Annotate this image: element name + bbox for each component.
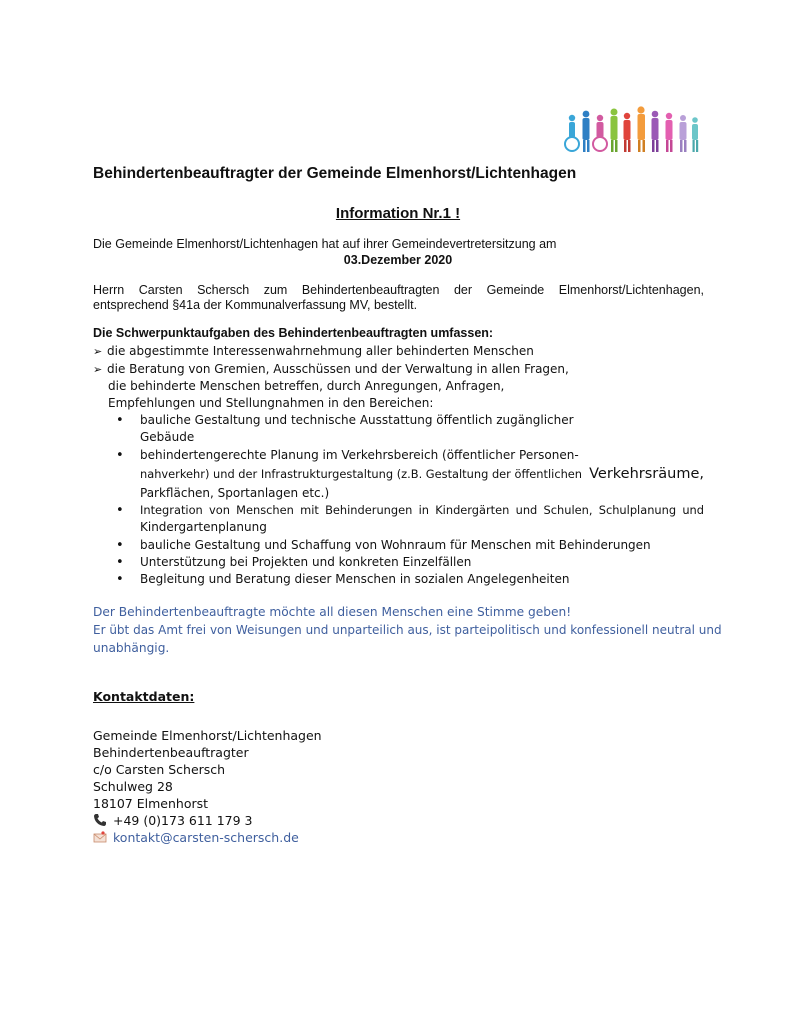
envelope-icon xyxy=(93,830,107,844)
meeting-date: 03.Dezember 2020 xyxy=(343,253,453,267)
appointment-line-1: Herrn Carsten Schersch zum Behindertenbeauftragten der Gemeinde Elmenhorst/Lichtenhagen, xyxy=(93,283,704,297)
intro-line: Die Gemeinde Elmenhorst/Lichtenhagen hat auf ihrer Gemeindevertretersitzung am xyxy=(93,237,557,251)
bullet-text: bauliche Gestaltung und Schaffung von Wohnraum für Menschen mit Behinderungen xyxy=(140,538,651,552)
list-item-continuation: Empfehlungen und Stellungnahmen in den Bereichen: xyxy=(108,396,434,410)
contact-role: Behindertenbeauftragter xyxy=(93,745,249,760)
person-figure xyxy=(624,113,631,152)
arrow-bullet-icon: ➢ xyxy=(93,363,103,376)
bullet-icon: • xyxy=(116,448,124,463)
info-heading: Information Nr.1 ! xyxy=(335,205,461,222)
bullet-text xyxy=(140,466,704,482)
person-figure xyxy=(666,113,673,152)
person-figure xyxy=(593,115,607,151)
list-item xyxy=(93,362,569,376)
appointment-line-2: entsprechend §41a der Kommunalverfassung MV, bestellt. xyxy=(93,298,418,312)
bullet-text: Parkflächen, Sportanlagen etc.) xyxy=(140,486,330,500)
bullet-icon: • xyxy=(116,572,124,587)
bullet-icon: • xyxy=(116,413,124,428)
statement-line: Der Behindertenbeauftragte möchte all diesen Menschen eine Stimme geben! xyxy=(93,605,572,619)
person-figure xyxy=(680,115,687,152)
phone-icon xyxy=(93,813,107,827)
contact-email-row[interactable] xyxy=(93,830,299,845)
bullet-text: Integration von Menschen mit Behinderungen in Kindergärten und Schulen, Schulplanung und xyxy=(140,503,704,517)
contact-co: c/o Carsten Schersch xyxy=(93,762,226,777)
bullet-icon: • xyxy=(116,555,124,570)
bullet-icon: • xyxy=(116,503,124,518)
contact-city: 18107 Elmenhorst xyxy=(93,796,209,811)
person-figure xyxy=(692,117,698,152)
statement-line: unabhängig. xyxy=(93,641,170,655)
contact-email-link[interactable]: kontakt@carsten-schersch.de xyxy=(113,830,299,845)
list-item xyxy=(93,344,534,358)
bullet-icon: • xyxy=(116,538,124,553)
bullet-text: Kindergartenplanung xyxy=(140,520,267,534)
bullet-text-part: Verkehrsräume, xyxy=(589,466,704,482)
people-group-logo xyxy=(562,104,702,156)
contact-phone-row xyxy=(93,813,253,828)
contact-heading: Kontaktdaten: xyxy=(93,689,195,704)
tasks-heading: Die Schwerpunktaufgaben des Behindertenbeauftragten umfassen: xyxy=(93,326,494,340)
bullet-text: Gebäude xyxy=(140,430,195,444)
bullet-text-part: nahverkehr) und der Infrastrukturgestaltung (z.B. Gestaltung der öffentlichen xyxy=(140,467,583,481)
contact-phone: +49 (0)173 611 179 3 xyxy=(113,813,253,828)
bullet-text: Unterstützung bei Projekten und konkreten Einzelfällen xyxy=(140,555,472,569)
contact-street: Schulweg 28 xyxy=(93,779,173,794)
bullet-text: Begleitung und Beratung dieser Menschen in sozialen Angelegenheiten xyxy=(140,572,570,586)
arrow-bullet-icon: ➢ xyxy=(93,345,103,358)
contact-org: Gemeinde Elmenhorst/Lichtenhagen xyxy=(93,728,322,743)
person-figure xyxy=(611,109,618,153)
bullet-text: bauliche Gestaltung und technische Ausstattung öffentlich zugänglicher xyxy=(140,413,574,427)
list-item-text: die Beratung von Gremien, Ausschüssen und der Verwaltung in allen Fragen, xyxy=(107,362,569,376)
person-figure xyxy=(652,111,659,152)
person-figure xyxy=(637,106,645,152)
list-item-text: die abgestimmte Interessenwahrnehmung aller behinderten Menschen xyxy=(107,344,534,358)
person-figure xyxy=(583,111,590,152)
list-item-continuation: die behinderte Menschen betreffen, durch Anregungen, Anfragen, xyxy=(108,379,505,393)
bullet-text: behindertengerechte Planung im Verkehrsbereich (öffentlicher Personen- xyxy=(140,448,579,462)
statement-line: Er übt das Amt frei von Weisungen und unparteilich aus, ist parteipolitisch und konfessionell neutral und xyxy=(93,623,722,637)
page-title: Behindertenbeauftragter der Gemeinde Elmenhorst/Lichtenhagen xyxy=(93,165,577,182)
person-figure xyxy=(565,115,579,151)
